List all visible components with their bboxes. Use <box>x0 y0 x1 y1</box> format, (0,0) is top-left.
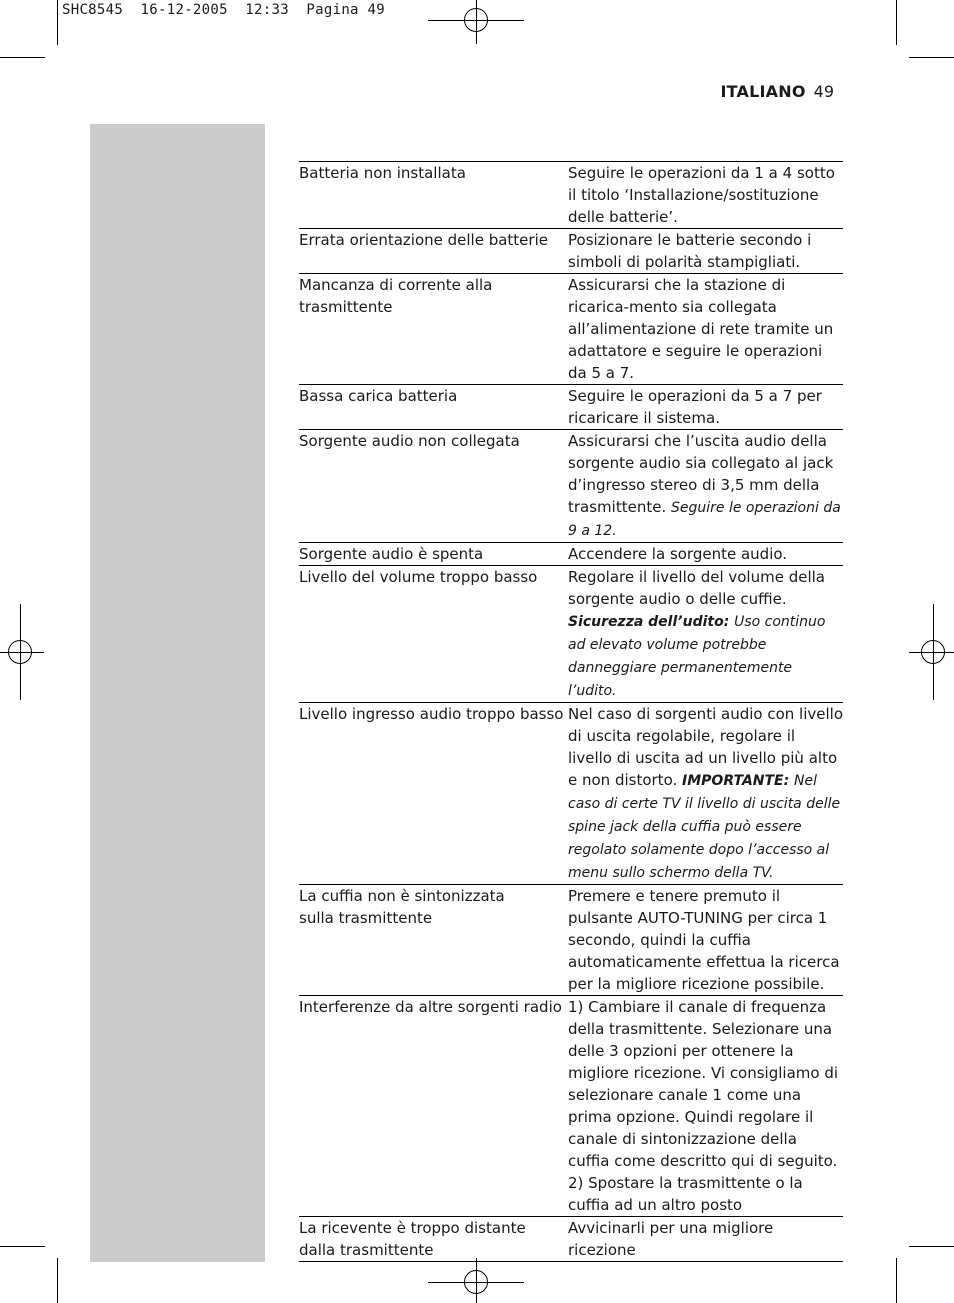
solution-text: Posizionare le batterie secondo i simboli di polarità stampigliati. <box>568 231 812 271</box>
solution-cell <box>568 229 843 273</box>
solution-cell <box>568 703 843 884</box>
solution-text: Nel caso di sorgenti audio con livello di uscita regolabile, regolare il livello di uscita ad un livello più alto e non distorto. <box>568 705 843 789</box>
solution-text: Accendere la sorgente audio. <box>568 545 788 563</box>
solution-emphasis: IMPORTANTE: <box>682 773 790 789</box>
solution-text: Avvicinarli per una migliore ricezione <box>568 1219 774 1259</box>
solution-text: Assicurarsi che l’uscita audio della sorgente audio sia collegato al jack d’ingresso stereo di 3,5 mm della trasmittente. <box>568 432 834 516</box>
solution-cell <box>568 430 843 542</box>
cause-cell: Batteria non installata <box>299 164 466 182</box>
solution-cell <box>568 543 843 565</box>
cause-cell: Sorgente audio è spenta <box>299 545 484 563</box>
cause-cell: Livello del volume troppo basso <box>299 568 538 586</box>
solution-text: Assicurarsi che la stazione di ricarica-mento sia collegata all’alimentazione di rete tramite un adattatore e seguire le operazioni da 5 a 7. <box>568 276 834 382</box>
table-row <box>299 996 843 1217</box>
cause-cell: Bassa carica batteria <box>299 387 458 405</box>
solution-note: Nel caso di certe TV il livello di uscita delle spine jack della cuffia può essere regolato solamente dopo l’accesso al menu sullo schermo della TV. <box>568 773 841 881</box>
table-row <box>299 543 843 566</box>
cause-cell: Interferenze da altre sorgenti radio <box>299 998 562 1016</box>
solution-text: Seguire le operazioni da 1 a 4 sotto il titolo ‘Installazione/sostituzione delle batterie’. <box>568 164 835 226</box>
solution-cell <box>568 1217 843 1261</box>
solution-text: 1) Cambiare il canale di frequenza della trasmittente. Selezionare una delle 3 opzioni per ottenere la migliore ricezione. Vi consigliamo di selezionare canale 1 come una prima opzione. Quindi regolare il canale di sintonizzazione della cuffia come descritto qui di seguito. 2) Spostare la trasmittente o la cuffia ad un altro posto <box>568 998 839 1214</box>
cause-cell: Mancanza di corrente alla trasmittente <box>299 276 493 316</box>
solution-cell <box>568 274 843 384</box>
solution-text: Premere e tenere premuto il pulsante AUTO-TUNING per circa 1 secondo, quindi la cuffia automaticamente effettua la ricerca per la migliore ricezione possibile. <box>568 887 840 993</box>
cause-cell: Livello ingresso audio troppo basso <box>299 705 564 723</box>
solution-cell <box>568 162 843 228</box>
page-header <box>721 82 835 101</box>
solution-note: Seguire le operazioni da 9 a 12. <box>568 500 841 539</box>
solution-cell <box>568 566 843 702</box>
table-row <box>299 162 843 229</box>
cause-cell: Errata orientazione delle batterie <box>299 231 548 249</box>
solution-text: Seguire le operazioni da 5 a 7 per ricaricare il sistema. <box>568 387 822 427</box>
solution-text: Regolare il livello del volume della sorgente audio o delle cuffie. <box>568 568 825 608</box>
side-band <box>90 124 265 1262</box>
cause-cell: Sorgente audio non collegata <box>299 432 520 450</box>
cause-cell: La cuffia non è sintonizzata sulla trasmittente <box>299 887 505 927</box>
solution-note: Uso continuo ad elevato volume potrebbe danneggiare permanentemente l’udito. <box>568 614 826 699</box>
table-row <box>299 566 843 703</box>
table-row <box>299 430 843 543</box>
language-label: ITALIANO <box>720 82 806 101</box>
table-row <box>299 229 843 274</box>
solution-cell <box>568 996 843 1216</box>
page-number: 49 <box>813 82 834 101</box>
cause-cell: La ricevente è troppo distante dalla trasmittente <box>299 1219 526 1259</box>
troubleshooting-table <box>299 161 843 1262</box>
table-row <box>299 1217 843 1262</box>
solution-emphasis: Sicurezza dell’udito: <box>568 614 730 630</box>
table-row <box>299 885 843 996</box>
solution-cell <box>568 385 843 429</box>
table-row <box>299 703 843 885</box>
table-row <box>299 274 843 385</box>
table-row <box>299 385 843 430</box>
print-slug: SHC8545 16-12-2005 12:33 Pagina 49 <box>62 2 385 18</box>
solution-cell <box>568 885 843 995</box>
